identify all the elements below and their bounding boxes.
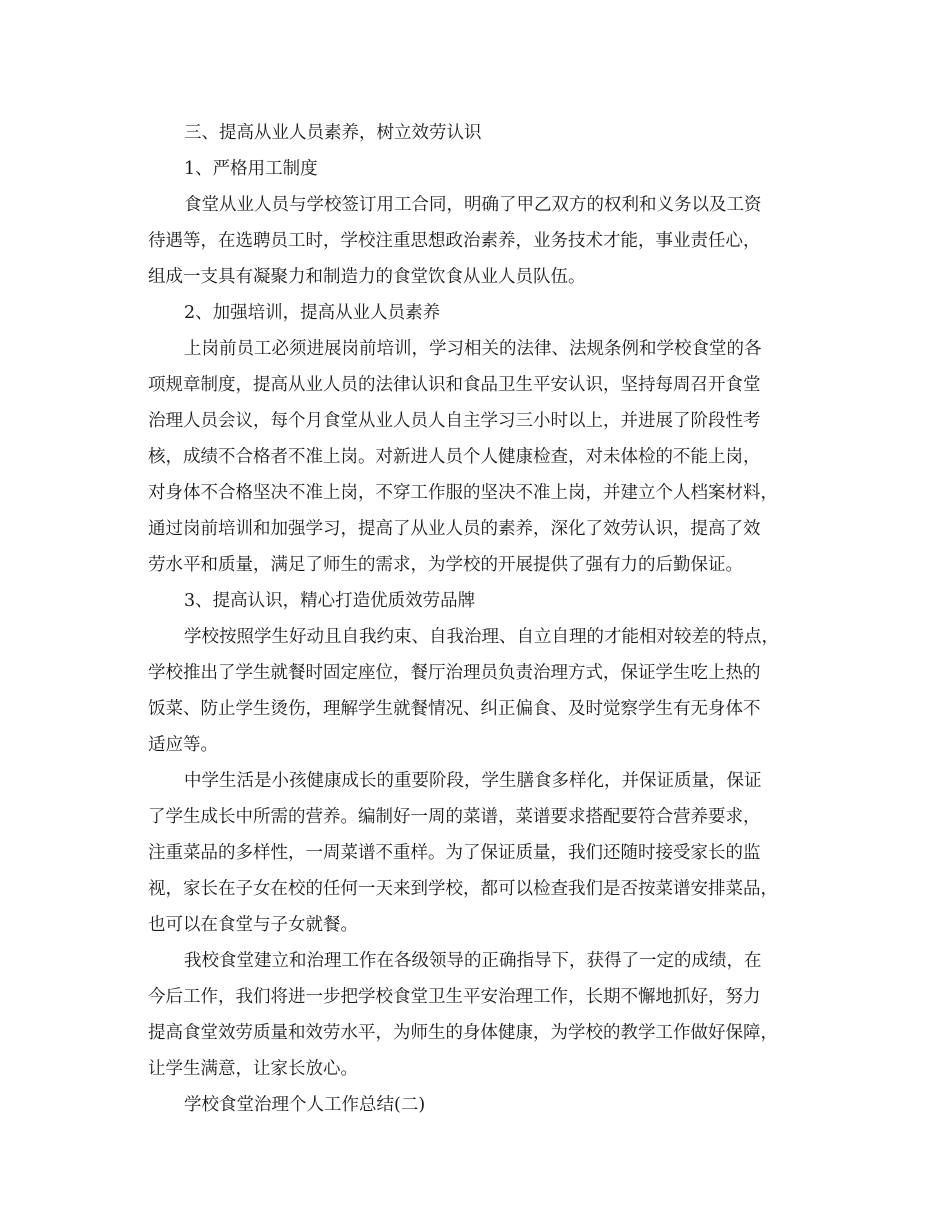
section-heading: 三、提高从业人员素养，树立效劳认识	[184, 123, 482, 143]
paragraph-line: 中学生活是小孩健康成长的重要阶段，学生膳食多样化，并保证质量，保证	[184, 771, 762, 791]
paragraph-line: 核，成绩不合格者不准上岗。对新进人员个人健康检查，对未体检的不能上岗，	[148, 447, 761, 467]
paragraph-line: 食堂从业人员与学校签订用工合同，明确了甲乙双方的权利和义务以及工资	[184, 195, 762, 215]
paragraph-line: 待遇等，在选聘员工时，学校注重思想政治素养，业务技术才能，事业责任心，	[148, 231, 761, 251]
paragraph-3	[148, 619, 810, 763]
paragraph-line: 通过岗前培训和加强学习，提高了从业人员的素养，深化了效劳认识，提高了效	[148, 519, 761, 539]
paragraph-line: 也可以在食堂与子女就餐。	[148, 915, 358, 935]
paragraph-line: 学校按照学生好动且自我约束、自我治理、自立自理的才能相对较差的特点，	[184, 627, 779, 647]
paragraph-5	[148, 943, 810, 1087]
subheading-3: 3、提高认识，精心打造优质效劳品牌	[184, 591, 476, 611]
paragraph-line: 饭菜、防止学生烫伤，理解学生就餐情况、纠正偏食、及时觉察学生有无身体不	[148, 699, 761, 719]
subheading-1: 1、严格用工制度	[184, 159, 318, 179]
paragraph-1	[148, 187, 810, 295]
paragraph-line: 了学生成长中所需的营养。编制好一周的菜谱，菜谱要求搭配要符合营养要求，	[148, 807, 761, 827]
paragraph-line: 提高食堂效劳质量和效劳水平，为师生的身体健康，为学校的教学工作做好保障，	[148, 1023, 778, 1043]
paragraph-line: 学校推出了学生就餐时固定座位，餐厅治理员负责治理方式，保证学生吃上热的	[148, 663, 761, 683]
paragraph-line: 今后工作，我们将进一步把学校食堂卫生平安治理工作，长期不懈地抓好，努力	[148, 987, 761, 1007]
paragraph-line: 上岗前员工必须进展岗前培训，学习相关的法律、法规条例和学校食堂的各	[184, 339, 762, 359]
paragraph-line: 注重菜品的多样性，一周菜谱不重样。为了保证质量，我们还随时接受家长的监	[148, 843, 761, 863]
paragraph-line: 视，家长在子女在校的任何一天来到学校，都可以检查我们是否按菜谱安排菜品，	[148, 879, 778, 899]
paragraph-line: 组成一支具有凝聚力和制造力的食堂饮食从业人员队伍。	[148, 267, 586, 287]
paragraph-line: 劳水平和质量，满足了师生的需求，为学校的开展提供了强有力的后勤保证。	[148, 555, 743, 575]
paragraph-4	[148, 763, 810, 943]
paragraph-2	[148, 331, 810, 583]
paragraph-line: 对身体不合格坚决不准上岗，不穿工作服的坚决不准上岗，并建立个人档案材料，	[148, 483, 778, 503]
paragraph-line: 适应等。	[148, 735, 218, 755]
document-body	[148, 115, 810, 1123]
paragraph-line: 我校食堂建立和治理工作在各级领导的正确指导下，获得了一定的成绩，在	[184, 951, 762, 971]
subheading-2: 2、加强培训，提高从业人员素养	[184, 303, 441, 323]
paragraph-line: 项规章制度，提高从业人员的法律认识和食品卫生平安认识，坚持每周召开食堂	[148, 375, 761, 395]
section-title: 学校食堂治理个人工作总结(二)	[184, 1095, 426, 1115]
paragraph-line: 治理人员会议，每个月食堂从业人员人自主学习三小时以上，并进展了阶段性考	[148, 411, 761, 431]
paragraph-line: 让学生满意，让家长放心。	[148, 1059, 358, 1079]
